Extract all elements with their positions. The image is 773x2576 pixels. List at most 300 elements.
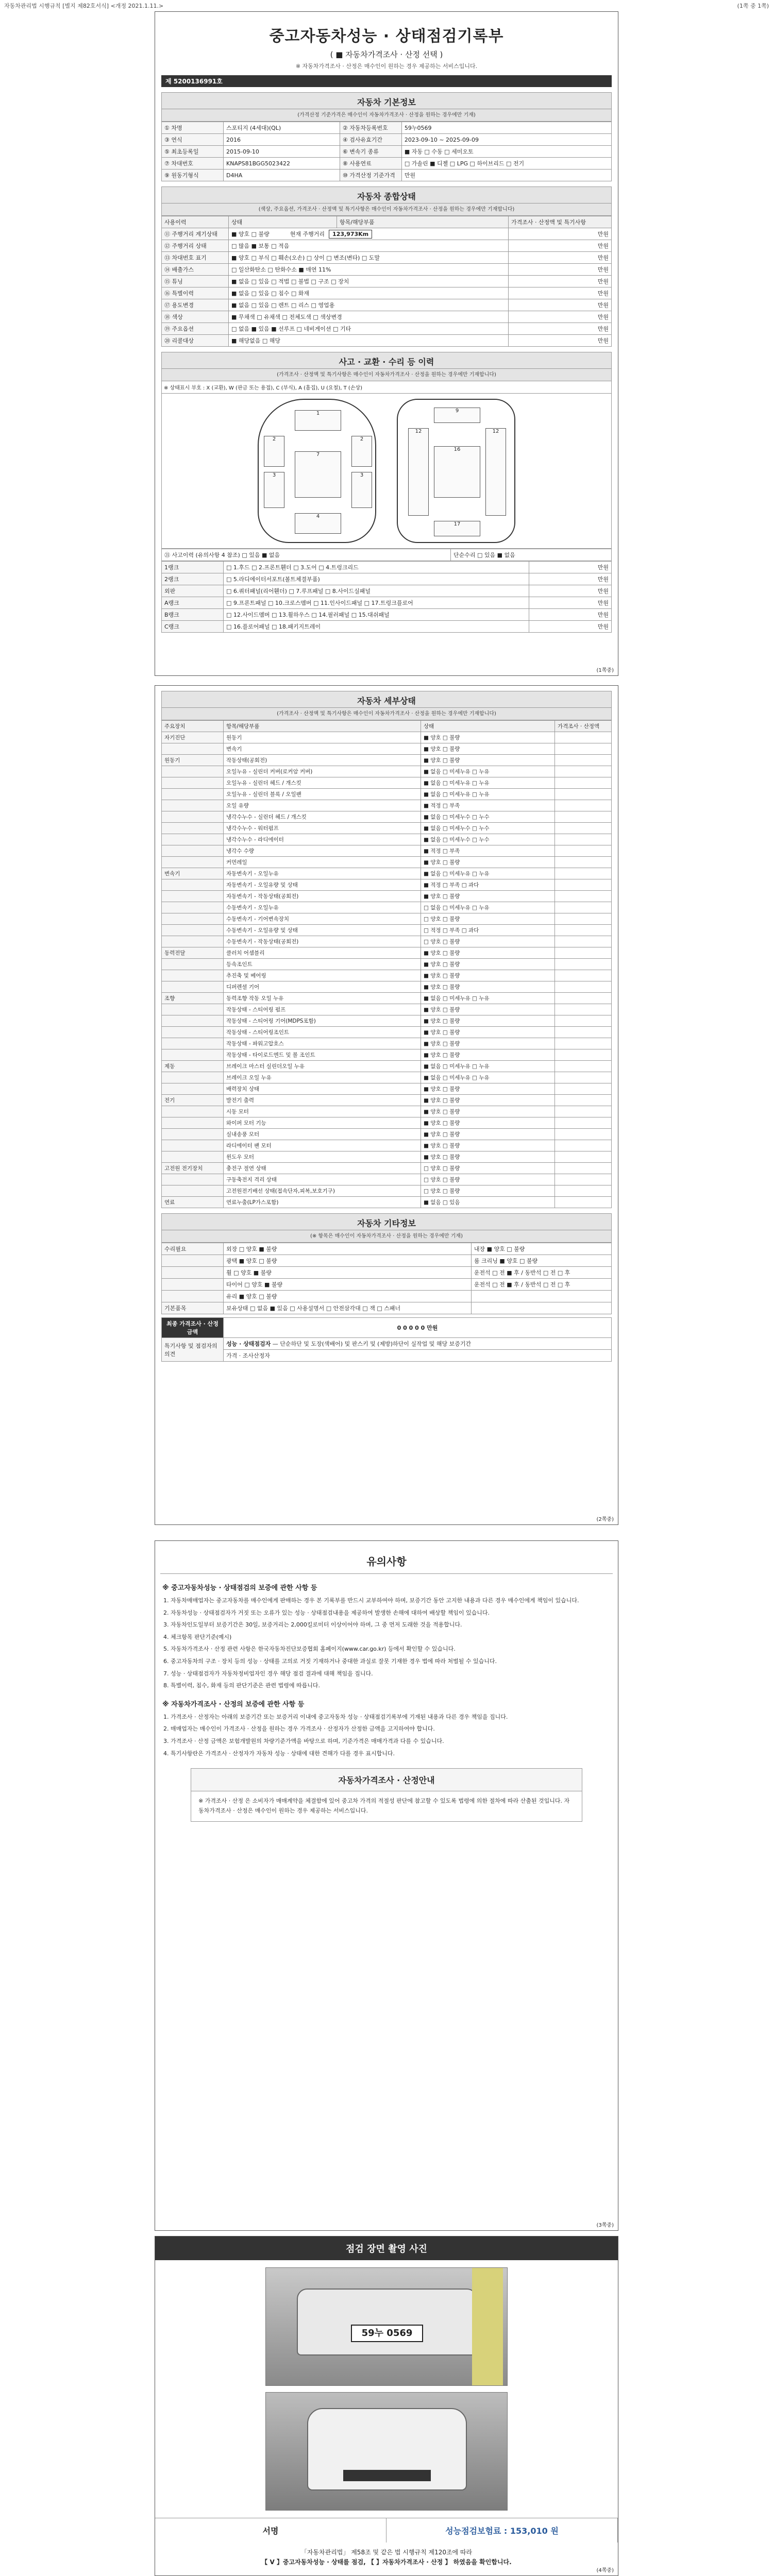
roof-part: 7 (295, 451, 341, 498)
detail-row (162, 1004, 612, 1015)
page-4 (155, 2236, 618, 2576)
detail-row (162, 1174, 612, 1185)
detail-state: ■ 양호 □ 불량 (421, 1129, 555, 1140)
detail-part: 작동상태 - 스티어링 기어(MDPS포함) (224, 1015, 421, 1027)
general-status-table (161, 216, 612, 347)
final-line-1: 「자동차관리법」 제58조 및 같은 법 시행규칙 제120조에 따라 (300, 2549, 473, 2556)
odometer-label: 현재 주행거리 (290, 231, 325, 238)
detail-part: 오일누유 - 실린더 커버(로커암 커버) (224, 766, 421, 777)
document-title: 중고자동차성능 · 상태점검기록부 (269, 27, 504, 45)
general-head-history: 사용이력 (162, 216, 229, 228)
detail-price (555, 902, 612, 913)
detail-system (162, 879, 224, 891)
general-row (162, 323, 612, 335)
rank-row (162, 585, 612, 597)
accident-title: 사고 · 교환 · 수리 등 이력 (161, 352, 612, 369)
basic-info-title: 자동차 기본정보 (161, 92, 612, 109)
other-key (162, 1267, 224, 1279)
detail-row (162, 1106, 612, 1117)
total-label: 최종 가격조사 · 산정 금액 (162, 1318, 224, 1338)
notice-item: 1. 가격조사 · 산정자는 아래의 보증기간 또는 보증거리 이내에 중고자동차 성능 · 상태점검기록부에 기재된 내용과 다른 경우 책임을 집니다. (171, 1713, 609, 1722)
other-row (162, 1267, 612, 1279)
detail-row (162, 993, 612, 1004)
detail-price (555, 1174, 612, 1185)
detail-part: 수동변속기 - 기어변속장치 (224, 913, 421, 925)
detail-row (162, 981, 612, 993)
other-a: 유리 ■ 양호 □ 불량 (224, 1291, 472, 1302)
page-mark-4: (4쪽중) (596, 2568, 614, 2573)
other-a: 타이어 □ 양호 ■ 불량 (224, 1279, 472, 1291)
notice-list-2 (171, 1713, 609, 1758)
detail-system (162, 766, 224, 777)
page-2 (155, 685, 618, 1525)
detail-part: 고전원전기배선 상태(접속단자,피복,보호기구) (224, 1185, 421, 1197)
detail-row (162, 732, 612, 743)
detail-price (555, 1197, 612, 1208)
detail-state: ■ 양호 □ 불량 (421, 1095, 555, 1106)
detail-state: ■ 양호 □ 불량 (421, 1004, 555, 1015)
detail-system (162, 1174, 224, 1185)
car-rear-shape (297, 2289, 477, 2355)
detail-row (162, 891, 612, 902)
detail-note: (가격조사 · 산정액 및 특기사항은 매수인이 자동차가격조사 · 산정을 원하는 경우에만 기재합니다) (161, 708, 612, 720)
detail-state: ■ 없음 □ 있음 (421, 1197, 555, 1208)
detail-system (162, 1015, 224, 1027)
detail-state: ■ 양호 □ 불량 (421, 1038, 555, 1049)
front-car-photo (265, 2392, 508, 2511)
detail-part: 냉각수누수 - 라디에이터 (224, 834, 421, 845)
general-state-text: ■ 없음 □ 있음 □ 렌트 □ 리스 □ 영업용 (231, 302, 335, 309)
detail-system (162, 925, 224, 936)
detail-system (162, 1117, 224, 1129)
front-panel-part: 9 (434, 408, 480, 423)
detail-part: 동력조향 작동 오일 누유 (224, 993, 421, 1004)
special-inspector: 성능 · 상태점검자 — 단순하단 및 도장(색배어) 및 판스키 및 (제방)하단이 실작업 및 해당 보증기간 (224, 1338, 612, 1350)
detail-state: ■ 양호 □ 불량 (421, 732, 555, 743)
detail-system: 변속기 (162, 868, 224, 879)
detail-row (162, 879, 612, 891)
detail-part: 추진축 및 베어링 (224, 970, 421, 981)
detail-system: 전기 (162, 1095, 224, 1106)
detail-state: ■ 양호 □ 불량 (421, 891, 555, 902)
other-b: 룸 크리닝 ■ 양호 □ 불량 (471, 1255, 611, 1267)
general-item: ⑱ 색상 (162, 311, 229, 323)
general-price: 만원 (509, 228, 612, 240)
document-note: ※ 자동차가격조사 · 산정은 매수인이 원하는 경우 제공하는 서비스입니다. (295, 63, 478, 70)
basic-row (162, 134, 612, 146)
detail-system (162, 959, 224, 970)
page-count: (1쪽 중 1쪽) (737, 3, 769, 9)
detail-price (555, 1106, 612, 1117)
general-item: ⑫ 주행거리 상태 (162, 240, 229, 252)
basic-info-note: (가격산정 기준가격은 매수인이 자동차가격조사 · 산정을 원하는 경우에만 기재) (161, 109, 612, 122)
detail-row (162, 789, 612, 800)
special-inspector-text: 단순하단 및 도장(색배어) 및 판스키 및 (제방)하단이 실작업 및 해당 보증기간 (280, 1341, 472, 1347)
detail-price (555, 891, 612, 902)
detail-row (162, 1015, 612, 1027)
detail-system (162, 1049, 224, 1061)
general-state (229, 264, 509, 276)
detail-system (162, 777, 224, 789)
detail-row (162, 1083, 612, 1095)
detail-price (555, 823, 612, 834)
detail-system: 동력전달 (162, 947, 224, 959)
form-ref: 자동차관리법 시행규칙 [별지 제82호서식] <개정 2021.1.11.> (4, 3, 164, 9)
detail-price (555, 1027, 612, 1038)
other-a: 휠 □ 양호 ■ 불량 (224, 1267, 472, 1279)
general-row (162, 276, 612, 287)
other-b: 운전석 □ 전 ■ 후 / 동반석 □ 전 □ 후 (471, 1279, 611, 1291)
general-price: 만원 (509, 287, 612, 299)
detail-row (162, 1072, 612, 1083)
basic-value: 만원 (401, 170, 611, 181)
right-member-part: 12 (485, 428, 506, 516)
general-state-text: ■ 무채색 □ 유채색 □ 전체도색 □ 색상변경 (231, 314, 342, 320)
basic-key: ⑤ 최초등록일 (162, 146, 224, 158)
detail-system (162, 913, 224, 925)
insurance-fee: 성능점검보험료 : 153,010 원 (386, 2518, 618, 2543)
doc-number: 5200136991호 (173, 78, 223, 85)
detail-part: 충전구 절연 상태 (224, 1163, 421, 1174)
general-price: 만원 (509, 264, 612, 276)
floor-panel-part: 16 (434, 446, 480, 498)
detail-part: 오일누유 - 실린더 블록 / 오일팬 (224, 789, 421, 800)
rank-parts: □ 5.라디에이터서포트(볼트체결부품) (224, 573, 529, 585)
detail-part: 작동상태 - 파워고압호스 (224, 1038, 421, 1049)
detail-system (162, 743, 224, 755)
detail-system (162, 970, 224, 981)
hood-part: 1 (295, 410, 341, 431)
detail-part: 원동기 (224, 732, 421, 743)
detail-row (162, 902, 612, 913)
basic-value: 2015-09-10 (224, 146, 340, 158)
notice-item: 2. 자동차성능 · 상태점검자가 거짓 또는 오류가 있는 성능 · 상태점검내용을 제공하여 발생한 손해에 대하여 배상할 책임이 있습니다. (171, 1608, 609, 1618)
detail-price (555, 755, 612, 766)
other-key: 기본품목 (162, 1302, 224, 1314)
detail-state: ■ 적정 □ 부족 (421, 800, 555, 811)
basic-row (162, 122, 612, 134)
general-head-item: 항목/해당부품 (337, 216, 509, 228)
basic-row (162, 170, 612, 181)
detail-state: ■ 양호 □ 불량 (421, 1083, 555, 1095)
general-row (162, 228, 612, 240)
detail-price (555, 1151, 612, 1163)
rank-row (162, 609, 612, 621)
other-key (162, 1291, 224, 1302)
detail-state: □ 양호 □ 불량 (421, 1163, 555, 1174)
basic-key: ⑨ 원동기형식 (162, 170, 224, 181)
notice-item: 4. 체크항목 판단기준(예시) (171, 1633, 609, 1642)
notice-item: 5. 자동차가격조사 · 산정 관련 사항은 한국자동차진단보증협회 홈페이지(www.car.go.kr) 등에서 확인할 수 있습니다. (171, 1645, 609, 1654)
detail-system: 연료 (162, 1197, 224, 1208)
detail-row (162, 1151, 612, 1163)
wall-sign (472, 2268, 503, 2386)
general-state-text: ■ 양호 □ 부식 □ 훼손(오손) □ 상이 □ 변조(변타) □ 도말 (231, 255, 380, 261)
general-state-text: ■ 해당없음 □ 해당 (231, 337, 281, 344)
detail-part: 구동축전지 격리 상태 (224, 1174, 421, 1185)
detail-state: ■ 양호 □ 불량 (421, 1151, 555, 1163)
general-head-state: 상태 (229, 216, 337, 228)
basic-value: ■ 자동 □ 수동 □ 세미오토 (401, 146, 611, 158)
detail-state: ■ 양호 □ 불량 (421, 857, 555, 868)
page-mark-1: (1쪽중) (596, 668, 614, 673)
rank-name: A랭크 (162, 597, 224, 609)
detail-state: □ 양호 □ 불량 (421, 913, 555, 925)
detail-price (555, 1049, 612, 1061)
sign-label: 서명 (155, 2518, 386, 2543)
detail-part: 수동변속기 - 오일유량 및 상태 (224, 925, 421, 936)
general-row (162, 311, 612, 323)
detail-state: ■ 양호 □ 불량 (421, 1117, 555, 1129)
detail-state: □ 양호 □ 불량 (421, 936, 555, 947)
trunk-floor-part: 17 (434, 521, 480, 536)
detail-part: 시동 모터 (224, 1106, 421, 1117)
basic-value: D4HA (224, 170, 340, 181)
basic-key: ⑧ 사용연료 (340, 158, 401, 170)
detail-price (555, 811, 612, 823)
document-subtitle: ( ■ 자동차가격조사 · 산정 선택 ) (330, 50, 443, 59)
general-head-price: 가격조사 · 산정액 및 특기사항 (509, 216, 612, 228)
detail-system (162, 1072, 224, 1083)
detail-price (555, 1117, 612, 1129)
rank-row (162, 573, 612, 585)
photo-area (155, 2260, 618, 2518)
notice-title: 유의사항 (160, 1546, 613, 1574)
detail-row (162, 970, 612, 981)
notice-item: 3. 자동차인도일부터 보증기간은 30일, 보증거리는 2,000킬로미터 이상이어야 하며, 그 중 먼저 도래한 것을 적용합니다. (171, 1620, 609, 1630)
detail-part: 수동변속기 - 작동상태(공회전) (224, 936, 421, 947)
pledge-title: 자동차가격조사 · 산정안내 (191, 1769, 582, 1791)
other-b: 운전석 □ 전 ■ 후 / 동반석 □ 전 □ 후 (471, 1267, 611, 1279)
detail-price (555, 766, 612, 777)
general-item: ⑲ 주요옵션 (162, 323, 229, 335)
detail-part: 윈도우 모터 (224, 1151, 421, 1163)
general-state (229, 335, 509, 347)
detail-part: 실내송풍 모터 (224, 1129, 421, 1140)
detail-row (162, 1185, 612, 1197)
detail-state: ■ 양호 □ 불량 (421, 947, 555, 959)
detail-system (162, 811, 224, 823)
detail-price (555, 789, 612, 800)
detail-price (555, 1095, 612, 1106)
detail-row (162, 800, 612, 811)
basic-row (162, 158, 612, 170)
general-state (229, 276, 509, 287)
basic-value: 59누0569 (401, 122, 611, 134)
basic-key: ⑥ 변속기 종류 (340, 146, 401, 158)
detail-price (555, 993, 612, 1004)
detail-row (162, 936, 612, 947)
general-item: ⑯ 특별이력 (162, 287, 229, 299)
detail-state: ■ 없음 □ 미세누유 □ 누유 (421, 777, 555, 789)
detail-state: ■ 양호 □ 불량 (421, 1106, 555, 1117)
topbar (0, 0, 773, 9)
detail-head-price: 가격조사 · 산정액 (555, 721, 612, 732)
detail-state: ■ 양호 □ 불량 (421, 1015, 555, 1027)
detail-part: 수동변속기 - 오일누유 (224, 902, 421, 913)
rank-row (162, 621, 612, 633)
basic-value: KNAPS81BGG5023422 (224, 158, 340, 170)
total-value: 0 0 0 0 0 만원 (224, 1318, 612, 1338)
detail-state: ■ 없음 □ 미세누유 □ 누유 (421, 1061, 555, 1072)
detail-price (555, 879, 612, 891)
general-state-text: □ 일산화탄소 □ 탄화수소 ■ 매연 11% (231, 266, 331, 273)
detail-price (555, 947, 612, 959)
detail-system (162, 834, 224, 845)
general-state (229, 311, 509, 323)
detail-system (162, 800, 224, 811)
rank-parts: □ 1.후드 □ 2.프론트휀더 □ 3.도어 □ 4.트렁크리드 (224, 562, 529, 573)
detail-part: 브레이크 오일 누유 (224, 1072, 421, 1083)
detail-row (162, 845, 612, 857)
other-info-table (161, 1243, 612, 1314)
detail-state: ■ 양호 □ 불량 (421, 1049, 555, 1061)
detail-price (555, 1185, 612, 1197)
general-price: 만원 (509, 276, 612, 287)
rank-price: 만원 (529, 597, 612, 609)
general-state (229, 252, 509, 264)
detail-state: ■ 없음 □ 미세누유 □ 누유 (421, 1072, 555, 1083)
photo-section-title: 점검 장면 촬영 사진 (155, 2236, 618, 2260)
general-item: ⑬ 차대번호 표기 (162, 252, 229, 264)
detail-state: □ 양호 □ 불량 (421, 1174, 555, 1185)
accident-legend: ※ 상태표시 부호 : X (교환), W (판금 또는 용접), C (부식), A (흠집), U (요철), T (손상) (161, 381, 612, 394)
detail-system (162, 1140, 224, 1151)
detail-part: 변속기 (224, 743, 421, 755)
doc-number-bar (161, 75, 612, 87)
detail-price (555, 1129, 612, 1140)
detail-part: 작동상태 - 타이로드엔드 및 볼 조인트 (224, 1049, 421, 1061)
general-state-text: □ 없음 ■ 있음 ■ 선루프 □ 네비게이션 □ 기타 (231, 326, 351, 332)
basic-value: 2016 (224, 134, 340, 146)
rank-table (161, 561, 612, 633)
general-state-text: ■ 없음 □ 있음 □ 침수 □ 화재 (231, 290, 310, 297)
pledge-box (191, 1768, 582, 1821)
general-state (229, 240, 509, 252)
general-price: 만원 (509, 311, 612, 323)
detail-part: 작동상태 - 스티어링 펌프 (224, 1004, 421, 1015)
detail-system (162, 1083, 224, 1095)
detail-row (162, 913, 612, 925)
general-state (229, 228, 509, 240)
other-a: 외장 □ 양호 ■ 불량 (224, 1243, 472, 1255)
other-row (162, 1279, 612, 1291)
detail-head-part: 항목/해당부품 (224, 721, 421, 732)
detail-row (162, 766, 612, 777)
detail-part: 등속조인트 (224, 959, 421, 970)
detail-price (555, 1083, 612, 1095)
detail-state: ■ 적정 □ 부족 □ 과다 (421, 879, 555, 891)
other-b (471, 1302, 611, 1314)
rank-row (162, 562, 612, 573)
page-mark-2: (2쪽중) (596, 1517, 614, 1522)
detail-head-state: 상태 (421, 721, 555, 732)
notice-item: 6. 중고자동차의 구조 · 장치 등의 성능 · 상태를 고의로 거짓 기재하거나 중대한 과실로 잘못 기재한 경우 법에 따라 처벌될 수 있습니다. (171, 1657, 609, 1666)
detail-state: ■ 없음 □ 미세누유 □ 누유 (421, 766, 555, 777)
general-state (229, 323, 509, 335)
detail-state: ■ 없음 □ 미세누유 □ 누유 (421, 868, 555, 879)
detail-row (162, 1117, 612, 1129)
other-key (162, 1279, 224, 1291)
detail-price (555, 845, 612, 857)
other-row (162, 1302, 612, 1314)
general-price: 만원 (509, 335, 612, 347)
detail-price (555, 857, 612, 868)
other-b (471, 1291, 611, 1302)
general-state-text: □ 많음 ■ 보통 □ 적음 (231, 243, 290, 249)
general-row (162, 264, 612, 276)
notice-item: 4. 특기사항란은 가격조사 · 산정자가 자동차 성능 · 상태에 대한 견해가 다를 경우 표시합니다. (171, 1749, 609, 1758)
total-table (161, 1317, 612, 1362)
detail-price (555, 1015, 612, 1027)
detail-row (162, 1049, 612, 1061)
detail-row (162, 834, 612, 845)
detail-part: 브레이크 마스터 실린더오일 누유 (224, 1061, 421, 1072)
general-row (162, 287, 612, 299)
detail-state: ■ 없음 □ 미세누수 □ 누수 (421, 834, 555, 845)
detail-price (555, 1072, 612, 1083)
detail-system (162, 857, 224, 868)
detail-row (162, 1140, 612, 1151)
rank-parts: □ 6.쿼터패널(리어휀더) □ 7.루프패널 □ 8.사이드실패널 (224, 585, 529, 597)
detail-price (555, 1004, 612, 1015)
other-key (162, 1255, 224, 1267)
final-statement (155, 2543, 618, 2572)
general-price: 만원 (509, 299, 612, 311)
general-item: ⑳ 리콜대상 (162, 335, 229, 347)
detail-part: 오일누유 - 실린더 헤드 / 개스킷 (224, 777, 421, 789)
right-door-part: 3 (351, 472, 372, 508)
detail-state: ■ 양호 □ 불량 (421, 743, 555, 755)
detail-price (555, 800, 612, 811)
detail-part: 작동상태 - 스티어링조인트 (224, 1027, 421, 1038)
detail-price (555, 743, 612, 755)
detail-state: ■ 양호 □ 불량 (421, 1140, 555, 1151)
other-row (162, 1243, 612, 1255)
detail-state: □ 양호 □ 불량 (421, 1185, 555, 1197)
rank-name: 외판 (162, 585, 224, 597)
detail-system: 원동기 (162, 755, 224, 766)
detail-part: 커먼레일 (224, 857, 421, 868)
page-1 (155, 11, 618, 676)
rank-parts: □ 9.프론트패널 □ 10.크로스멤버 □ 11.인사이드패널 □ 17.트렁크플로어 (224, 597, 529, 609)
detail-price (555, 981, 612, 993)
detail-row (162, 811, 612, 823)
page-3 (155, 1540, 618, 2231)
detail-price (555, 1163, 612, 1174)
detail-state: □ 적정 □ 부족 □ 과다 (421, 925, 555, 936)
general-status-title: 자동차 종합상태 (161, 187, 612, 204)
detail-row (162, 1129, 612, 1140)
rank-name: 2랭크 (162, 573, 224, 585)
notice-head-2: ※ 자동차가격조사 · 산정의 보증에 관한 사항 등 (162, 1700, 305, 1708)
detail-table (161, 720, 612, 1208)
detail-part: 자동변속기 - 오일유량 및 상태 (224, 879, 421, 891)
other-row (162, 1291, 612, 1302)
detail-state: ■ 없음 □ 미세누수 □ 누수 (421, 811, 555, 823)
detail-system (162, 981, 224, 993)
car-frame-diagram (397, 399, 515, 543)
rank-parts: □ 12.사이드멤버 □ 13.휠하우스 □ 14.필러패널 □ 15.대쉬패널 (224, 609, 529, 621)
rank-name: C랭크 (162, 621, 224, 633)
detail-price (555, 1061, 612, 1072)
general-state (229, 287, 509, 299)
detail-part: 연료누출(LP가스포함) (224, 1197, 421, 1208)
detail-system (162, 1004, 224, 1015)
detail-row (162, 743, 612, 755)
detail-price (555, 925, 612, 936)
detail-row (162, 1095, 612, 1106)
